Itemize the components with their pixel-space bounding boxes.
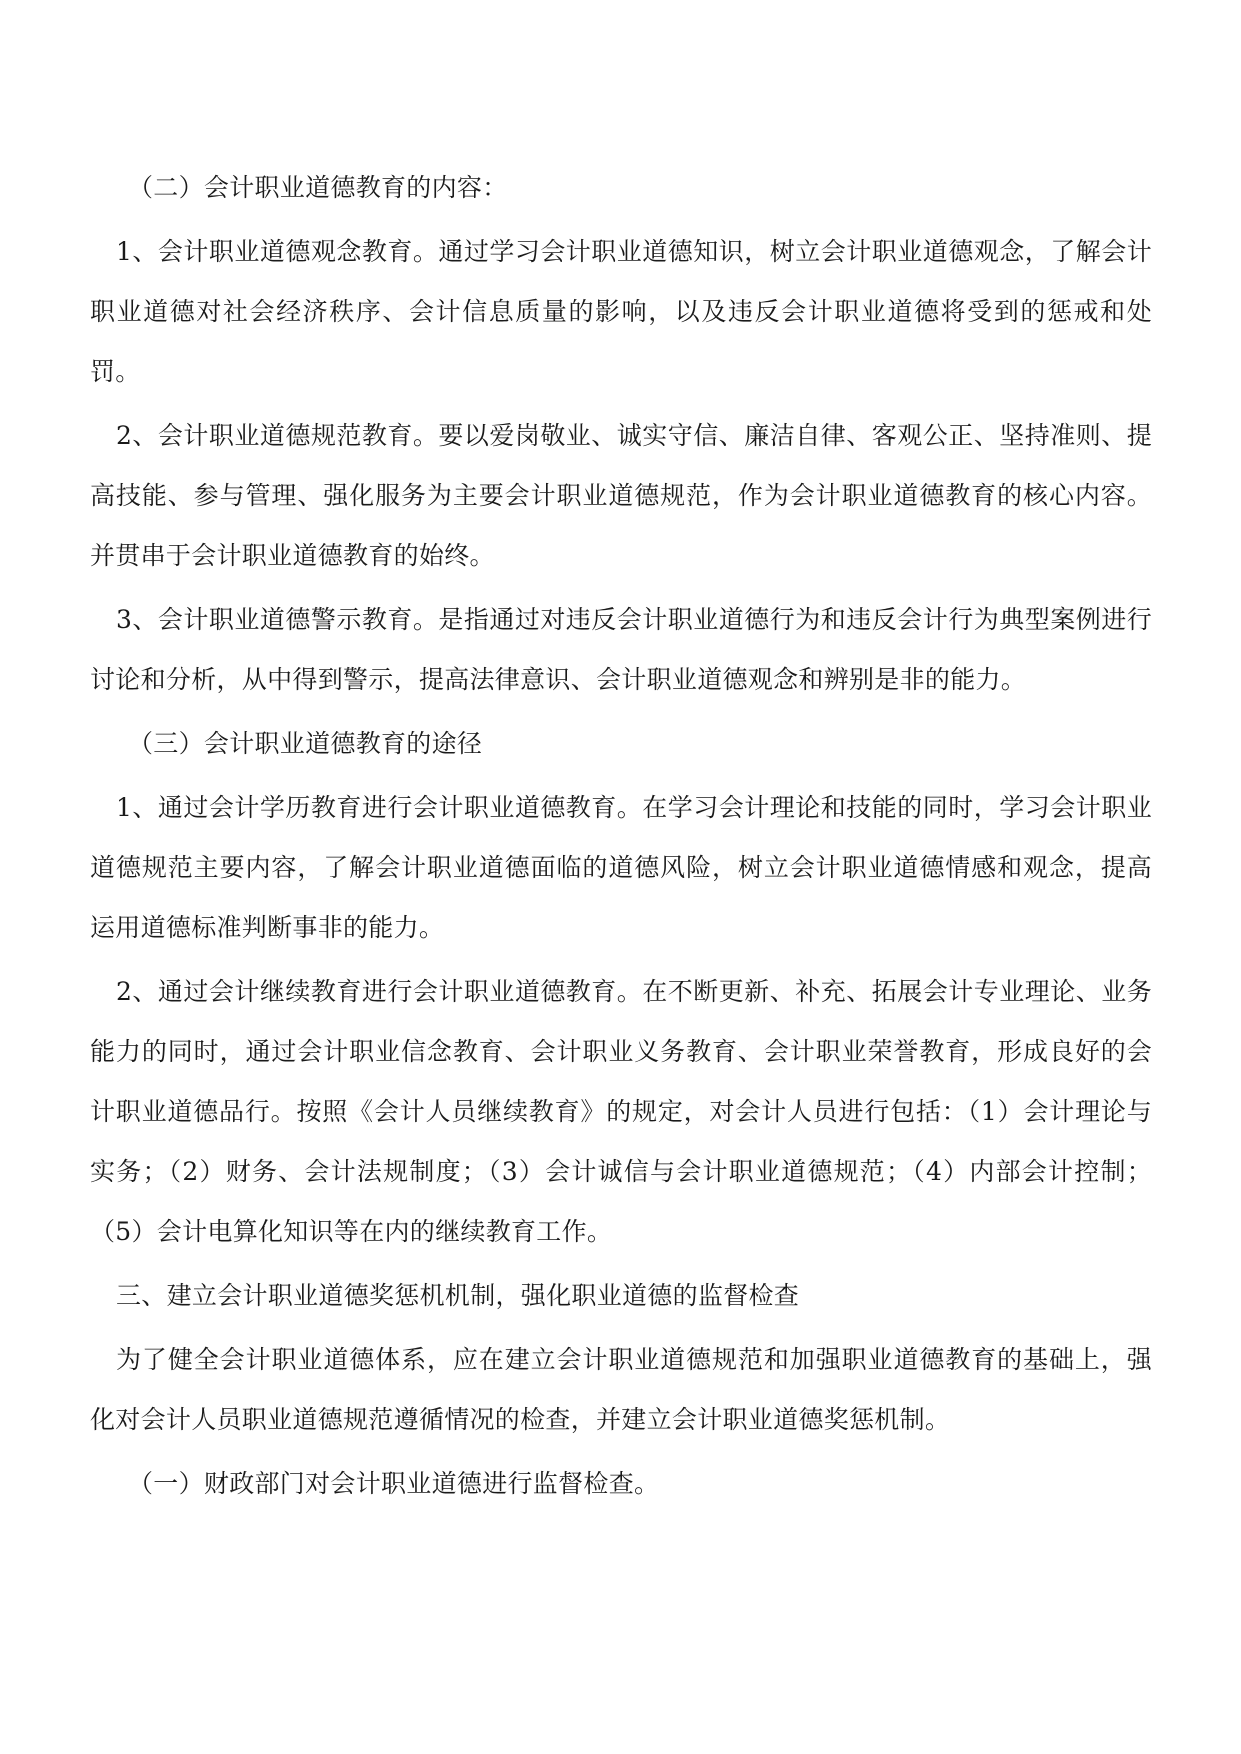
paragraph-ethics-system: 为了健全会计职业道德体系，应在建立会计职业道德规范和加强职业道德教育的基础上，强化对会计人员职业道德规范遵循情况的检查，并建立会计职业道德奖惩机制。 [90,1345,1152,1434]
section-heading-education-path: （三）会计职业道德教育的途径 [128,729,483,758]
paragraph-degree-education: 1、通过会计学历教育进行会计职业道德教育。在学习会计理论和技能的同时，学习会计职业道德规范主要内容，了解会计职业道德面临的道德风险，树立会计职业道德情感和观念，提高运用道德标准判断事非的能力。 [90,793,1152,942]
paragraph-concept-education: 1、会计职业道德观念教育。通过学习会计职业道德知识，树立会计职业道德观念，了解会计职业道德对社会经济秩序、会计信息质量的影响，以及违反会计职业道德将受到的惩戒和处罚。 [90,237,1152,386]
paragraph-continuing-education: 2、通过会计继续教育进行会计职业道德教育。在不断更新、补充、拓展会计专业理论、业务能力的同时，通过会计职业信念教育、会计职业义务教育、会计职业荣誉教育，形成良好的会计职业道德品行。按照《会计人员继续教育》的规定，对会计人员进行包括：（1）会计理论与实务；（2）财务、会计法规制度；（3）会计诚信与会计职业道德规范；（4）内部会计控制；（5）会计电算化知识等在内的继续教育工作。 [90,977,1152,1246]
section-heading-finance-supervision: （一）财政部门对会计职业道德进行监督检查。 [128,1469,660,1498]
document-body [90,158,1152,1518]
section-heading-education-content: （二）会计职业道德教育的内容： [128,173,508,202]
paragraph-warning-education: 3、会计职业道德警示教育。是指通过对违反会计职业道德行为和违反会计行为典型案例进行讨论和分析，从中得到警示，提高法律意识、会计职业道德观念和辨别是非的能力。 [90,605,1152,694]
section-heading-reward-mechanism: 三、建立会计职业道德奖惩机机制，强化职业道德的监督检查 [116,1281,800,1310]
paragraph-norm-education: 2、会计职业道德规范教育。要以爱岗敬业、诚实守信、廉洁自律、客观公正、坚持准则、提高技能、参与管理、强化服务为主要会计职业道德规范，作为会计职业道德教育的核心内容。并贯串于会计职业道德教育的始终。 [90,421,1152,570]
